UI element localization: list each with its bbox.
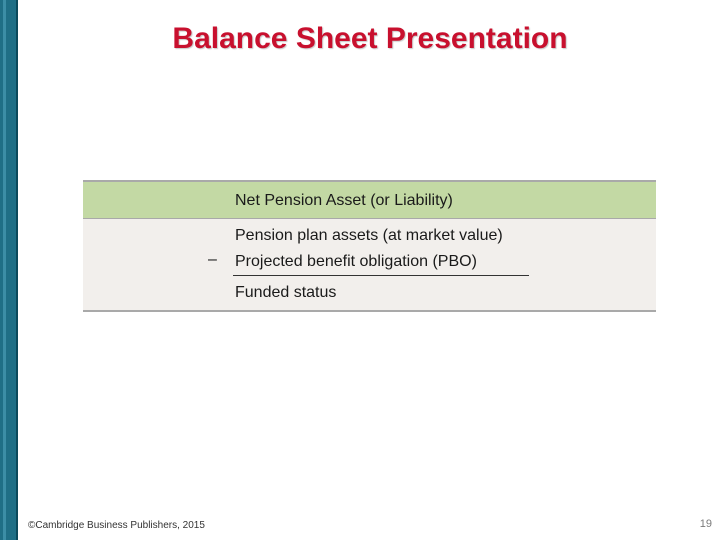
page-number: 19: [699, 518, 712, 530]
pension-table: [83, 180, 656, 312]
row-projected-benefit-obligation: Projected benefit obligation (PBO): [235, 253, 477, 270]
slide-title: Balance Sheet Presentation: [172, 22, 568, 55]
row-pension-plan-assets: Pension plan assets (at market value): [235, 227, 503, 244]
sum-underline: [233, 275, 529, 276]
row-funded-status: Funded status: [235, 284, 337, 301]
table-header: [83, 180, 656, 219]
copyright-footer: ©Cambridge Business Publishers, 2015: [28, 520, 205, 531]
table-header-label: Net Pension Asset (or Liability): [235, 192, 453, 209]
left-sidebar-bar: [0, 0, 18, 540]
minus-operator: –: [208, 251, 217, 268]
left-sidebar-stripe: [3, 0, 6, 540]
